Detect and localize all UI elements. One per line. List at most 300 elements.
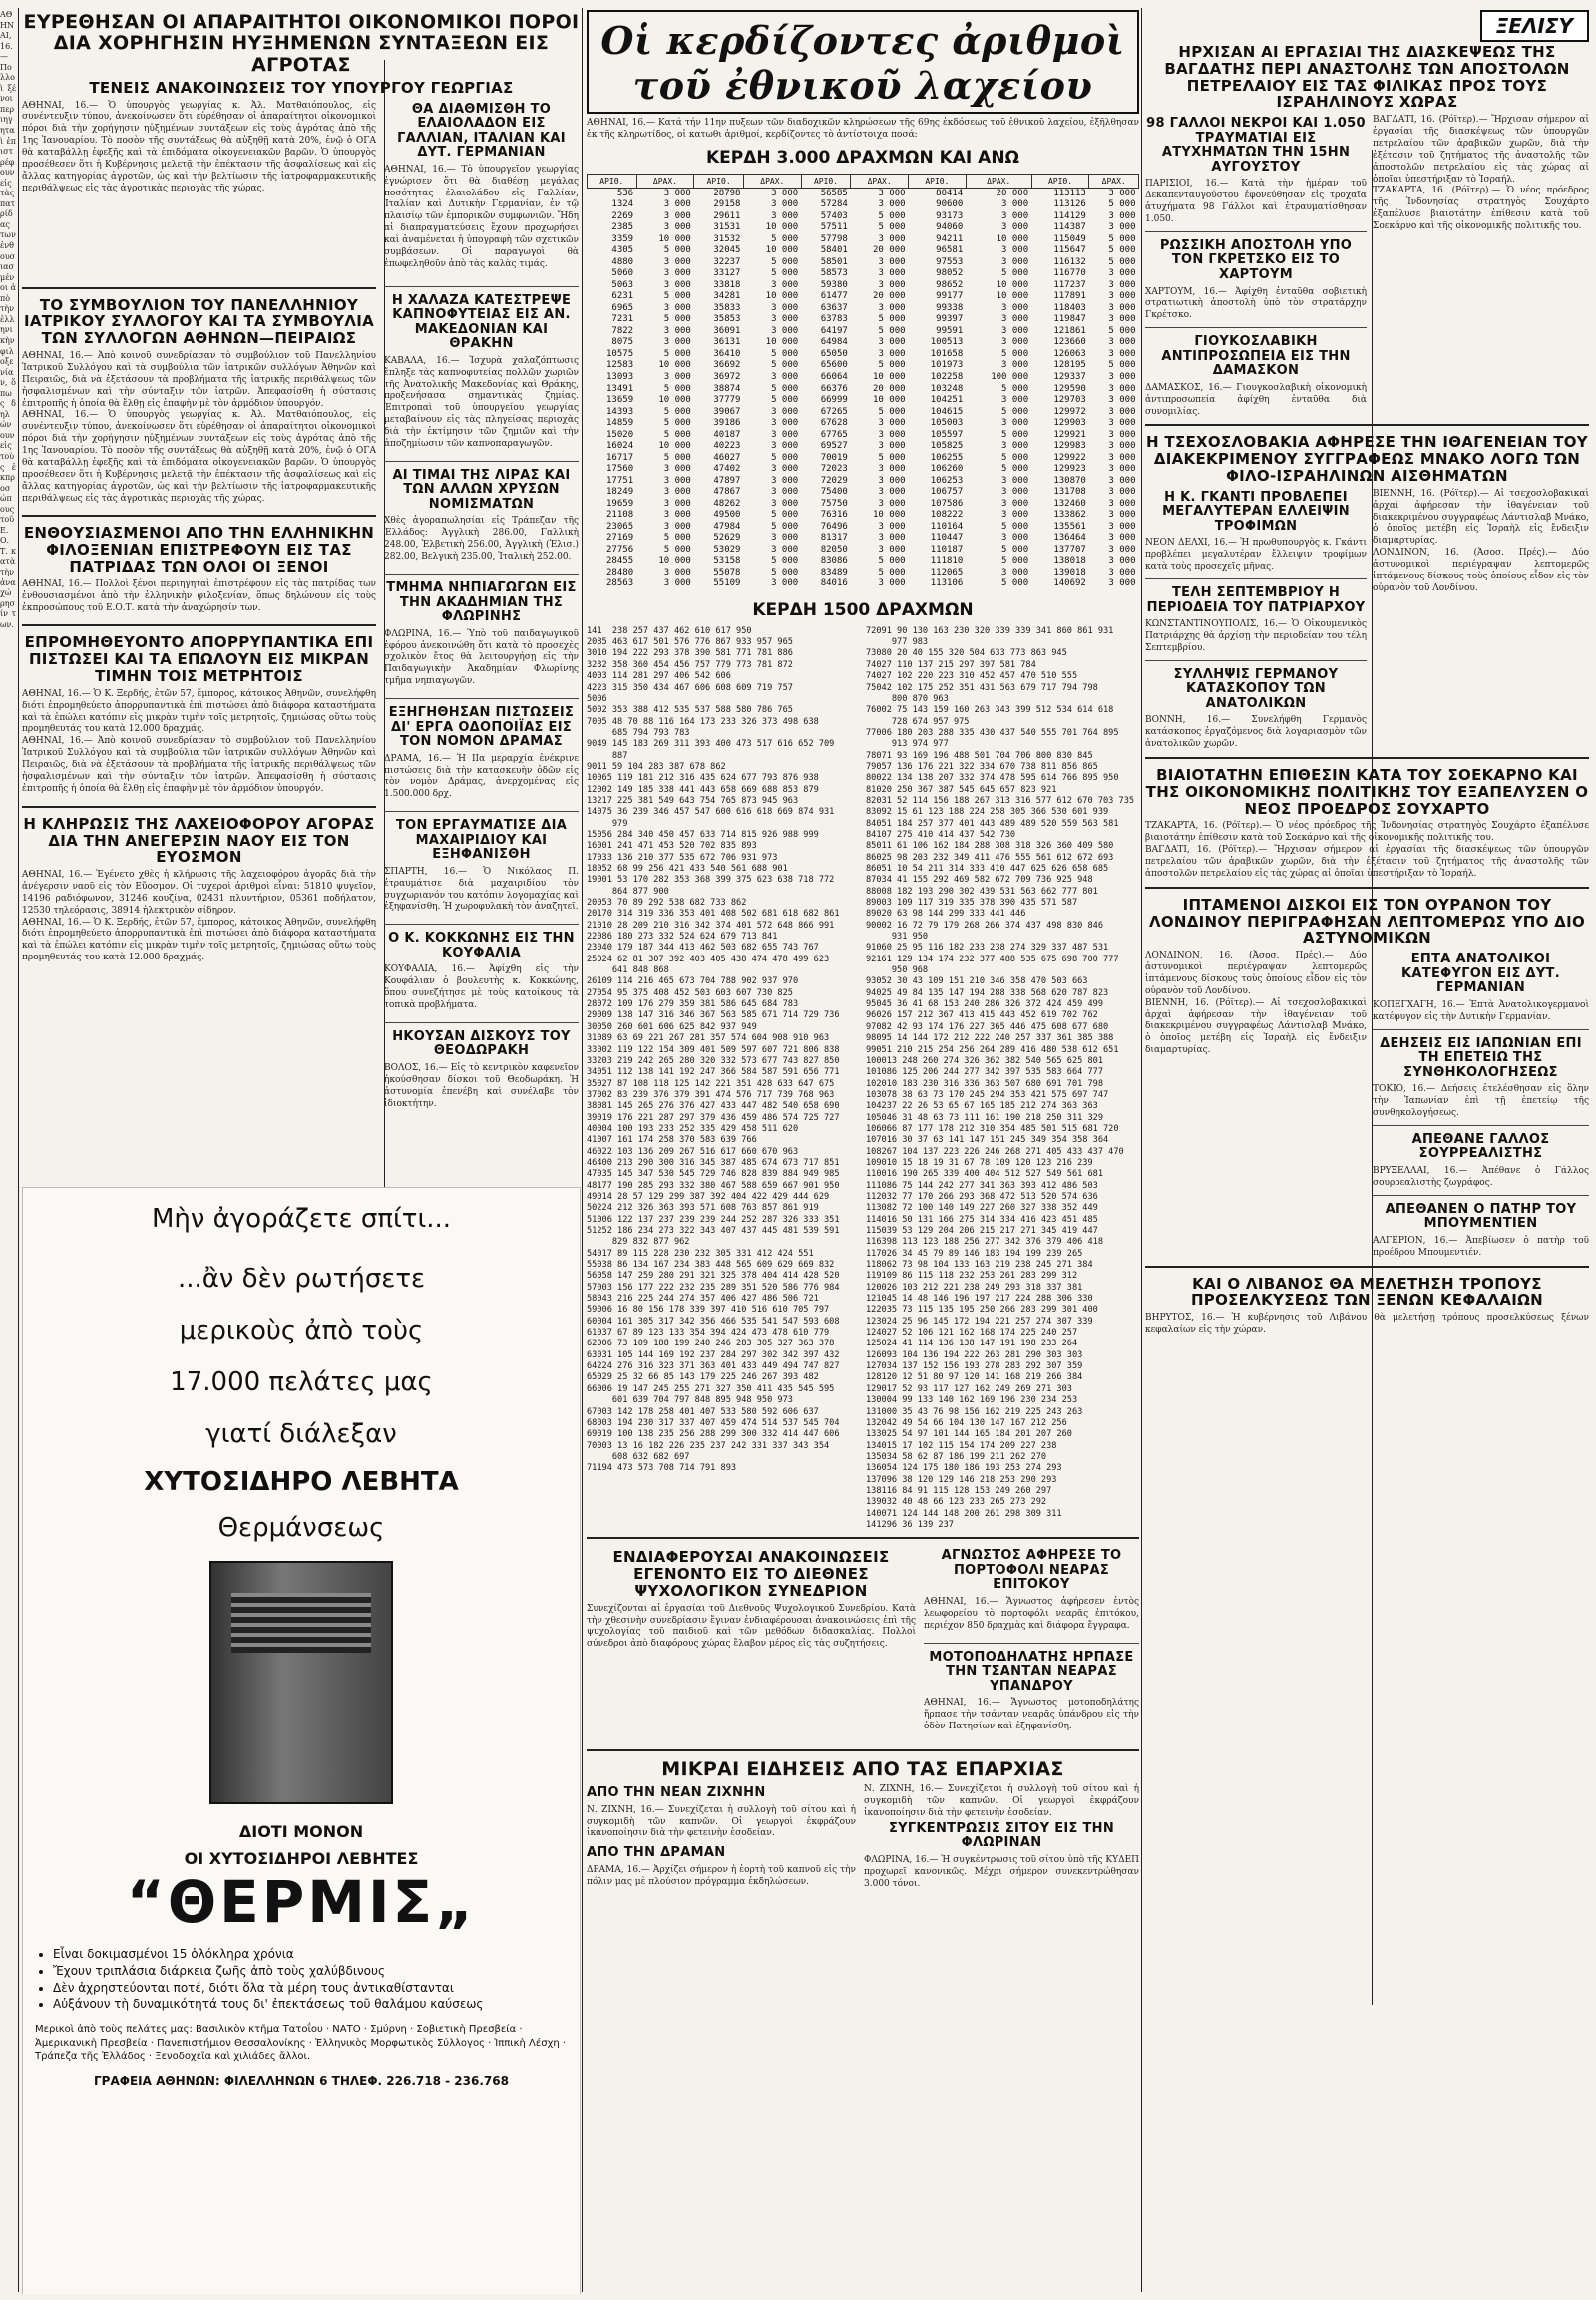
table-cell: 20 000 (873, 383, 906, 394)
table-cell: 67765 (820, 429, 848, 440)
table-cell: 5 000 (771, 452, 799, 463)
table-cell: 3 000 (1108, 544, 1136, 555)
table-cell: 106757 (930, 487, 964, 498)
table-cell: 3 000 (1108, 521, 1136, 532)
table-cell: 129337 (1053, 372, 1086, 382)
table-cell: 47897 (713, 475, 741, 486)
article-gold (384, 469, 579, 564)
table-cell: 33818 (713, 279, 741, 290)
table-cell: 47867 (713, 487, 741, 498)
table-cell: 36410 (713, 348, 741, 359)
table-cell: 55078 (713, 567, 741, 577)
ad-bullets: • Εἶναι δοκιμασμένοι 15 ὁλόκληρα χρόνια • Ἔχουν τριπλάσια διάρκεια ζωῆς ἀπὸ τοὺς χαλύβδινους • Δὲν ἀχρηστεύονται ποτέ, διότι ὅλα τὰ μέρη τους ἀντικαθίστανται • Αὐξάνουν τὴ δυναμικότητά τους δι' ἐπεκτάσεως τοῦ θαλάμου καύσεως (53, 1946, 568, 2013)
lottery-subtitle: ΚΕΡΔΗ 3.000 ΔΡΑΧΜΩΝ ΚΑΙ ΑΝΩ (705, 147, 1020, 168)
column-header: ΔΡΑΧ. (966, 174, 1031, 188)
table-cell: 38874 (713, 383, 741, 394)
table-cell: 3 000 (771, 441, 799, 452)
article-body: ΒΗΡΥΤΟΣ, 16.— Ἡ κυβέρνησις τοῦ Λιβάνου θὰ μελετήσῃ τρόπους προσελκύσεως ξένων κεφαλαίων εἰς τὴν χώραν. (1145, 1313, 1589, 1336)
table-cell: 139018 (1053, 567, 1086, 577)
table-cell: 3 000 (663, 487, 691, 498)
table-row (588, 487, 1139, 499)
table-cell: 3 000 (1108, 487, 1136, 498)
article-congress (587, 1549, 916, 1651)
table-cell: 129983 (1053, 441, 1086, 452)
article-body: ΝΕΟΝ ΔΕΛΧΙ, 16.— Ἡ πρωθυπουργὸς κ. Γκάντι προβλέπει μεγαλυτέραν ἔλλειψιν τροφίμων κατὰ τοὺς προσεχεῖς μῆνας. (1145, 538, 1367, 573)
table-cell: 3 000 (663, 521, 691, 532)
table-cell: 10 000 (996, 291, 1029, 302)
table-cell: 6965 (611, 302, 634, 313)
table-cell: 104615 (930, 406, 964, 417)
article-body: Ν. ΖΙΧΝΗ, 16.— Συνεχίζεται ἡ συλλογὴ τοῦ σίτου καὶ ἡ συγκομιδὴ τῶν καπνῶν. Οἱ γεωργοὶ ἐκφράζουν ἱκανοποίησιν διὰ τὴν φετεινὴν ἐσοδείαν. (587, 1804, 856, 1839)
headline: Η ΚΛΗΡΩΣΙΣ ΤΗΣ ΛΑΧΕΙΟΦΟΡΟΥ ΑΓΟΡΑΣ ΔΙΑ ΤΗΝ ΑΝΕΓΕΡΣΙΝ ΝΑΟΥ ΕΙΣ ΤΟΝ ΕΥΟΣΜΟΝ (23, 814, 375, 867)
table-cell: 3 000 (1108, 578, 1136, 589)
table-cell: 16717 (606, 452, 634, 463)
table-cell: 4880 (611, 256, 634, 267)
table-cell: 3 000 (1108, 429, 1136, 440)
table-cell: 5 000 (771, 256, 799, 267)
table-cell: 3 000 (1108, 406, 1136, 417)
table-cell: 7231 (611, 314, 634, 325)
article-body: ΔΑΜΑΣΚΟΣ, 16.— Γιουγκοσλαβικὴ οἰκονομικὴ ἀντιπροσωπεία ἀφίχθη ἐνταῦθα διὰ συνομιλίας. (1145, 382, 1367, 417)
table-cell: 5 000 (771, 233, 799, 244)
article-body: ΤΖΑΚΑΡΤΑ, 16. (Ρόϊτερ).— Ὁ νέος πρόεδρος τῆς Ἰνδονησίας στρατηγὸς Σουχάρτο ἐξαπέλυσε βιαιοτάτην ἐπίθεσιν κατὰ τοῦ Σοεκάρνο καὶ τῆς οἰκονομικῆς πολιτικῆς του. (1373, 186, 1589, 232)
article-hail (384, 294, 579, 451)
table-cell: 3 000 (663, 325, 691, 336)
table-cell: 58501 (820, 256, 848, 267)
table-cell: 3 000 (1001, 360, 1029, 371)
table-cell: 3 000 (878, 279, 906, 290)
table-cell: 105003 (930, 418, 964, 429)
table-cell: 3 000 (1108, 268, 1136, 279)
table-cell: 5 000 (771, 383, 799, 394)
table-cell: 130870 (1053, 475, 1086, 486)
table-cell: 10 000 (873, 395, 906, 406)
cut-strip (0, 10, 16, 2294)
headline: ΕΥΡΕΘΗΣΑΝ ΟΙ ΑΠΑΡΑΙΤΗΤΟΙ ΟΙΚΟΝΟΜΙΚΟΙ ΠΟΡΟΙ ΔΙΑ ΧΟΡΗΓΗΣΙΝ ΗΥΞΗΜΕΝΩΝ ΣΥΝΤΑΞΕΩΝ ΕΙΣ ΑΓΡΟΤΑΣ (23, 11, 580, 76)
table-cell: 90600 (936, 199, 964, 210)
table-row (588, 556, 1139, 568)
table-cell: 3 000 (663, 188, 691, 198)
table-cell: 105825 (930, 441, 964, 452)
column-rule (582, 8, 583, 2292)
table-cell: 35853 (713, 314, 741, 325)
table-cell: 72029 (820, 475, 848, 486)
table-cell: 104251 (930, 395, 964, 406)
table-cell: 3 000 (771, 498, 799, 509)
table-cell: 3 000 (1001, 498, 1029, 509)
table-cell: 3 000 (1108, 314, 1136, 325)
article-body: ΒΡΥΞΕΛΛΑΙ, 16.— Ἀπέθανε ὁ Γάλλος σουρρεαλιστὴς ζωγράφος. (1373, 1165, 1589, 1188)
article-body: ΒΟΝΝΗ, 16.— Συνελήφθη Γερμανὸς κατάσκοπος ἐργαζόμενος διὰ λογαριασμὸν τῶν ἀνατολικῶν χωρῶν. (1145, 715, 1367, 750)
article-body: ΒΙΕΝΝΗ, 16. (Ρόϊτερ).— Αἱ τσεχοσλοβακικαὶ ἀρχαὶ ἀφήρεσαν τὴν ἰθαγένειαν τοῦ διακεκριμένου συγγραφέως Λάντισλαβ Μνάκο, ὁ ὁποῖος μετέβη εἰς Ἰσραὴλ εἰς ἔνδειξιν διαμαρτυρίας. (1145, 997, 1367, 1056)
lottery-subtitle: ΚΕΡΔΗ 1500 ΔΡΑΧΜΩΝ (752, 599, 974, 620)
table-cell: 82050 (820, 544, 848, 555)
ad-clients: Μερικοὶ ἀπὸ τοὺς πελάτες μας: Βασιλικὸν κτῆμα Τατοΐου · ΝΑΤΟ · Σμύρνη · Σοβιετικὴ Πρεσβεία · Ἀμερικανικὴ Πρεσβεία · Πανεπιστήμιον Θεσσαλονίκης · Ἑλληνικὸς Μορφωτικὸς Σύλλογος · Ἱππικὴ Λέσχη · Τράπεζα τῆς Ἑλλάδος · Ξενοδοχεῖα καὶ χιλιάδες ἄλλοι. (35, 2024, 567, 2063)
table-cell: 5 000 (878, 325, 906, 336)
table-row (588, 441, 1139, 453)
table-cell: 3 000 (1108, 452, 1136, 463)
table-cell: 3 000 (771, 279, 799, 290)
table-cell: 3 000 (771, 429, 799, 440)
table-cell: 31532 (713, 233, 741, 244)
article-body: ΑΘΗΝΑΙ, 16.— Ὁ ὑπουργὸς γεωργίας κ. Ἀλ. Ματθαιόπουλος, εἰς συνέντευξιν τύπου, ἀνεκοίνωσεν ὅτι εὑρέθησαν οἱ ἀπαραίτητοι οἰκονομικοὶ πόροι διὰ τὴν χορήγησιν ηὐξημένων συντάξεων εἰς τοὺς ἀγρότας ἀπὸ τῆς 1ης Ἰανουαρίου. Τὸ ποσὸν τῆς συντάξεως θὰ αὐξηθῇ κατὰ 20%, ἐνῷ ὁ ΟΓΑ θὰ καταβάλλῃ ἐφεξῆς καὶ τὰ ἐπιδόματα οἰκογενειακῶν βαρῶν. Ὁ ὑπουργὸς προσέθεσεν ὅτι ἡ Κυβέρνησις μελετᾷ τὴν ἐπέκτασιν τῆς ἀσφαλίσεως καὶ εἰς ἄλλας κατηγορίας ἀγροτῶν, ὡς καὶ τὴν βελτίωσιν τῆς ἰατροφαρμακευτικῆς περιθάλψεως εἰς τὰς ἀγροτικὰς περιοχὰς τῆς χώρας. (22, 410, 376, 504)
article-body: ΑΘΗΝΑΙ, 16.— Ὁ Κ. Ξερδής, ἐτῶν 57, ἔμπορος, κάτοικος Ἀθηνῶν, συνελήφθη διότι ἐπρομηθεύετο ἀπορρυπαντικὰ ἐπὶ πιστώσει ἀπὸ διάφορα καταστήματα καὶ τὰ ἐπώλει κατόπιν εἰς μικρὰν τιμὴν τοῖς μετρητοῖς, ζημιώσας οὕτω τοὺς προμηθευτάς του κατὰ 12.000 δραχμάς. (22, 917, 376, 963)
table-cell: 5 000 (663, 406, 691, 417)
right-column (1145, 10, 1589, 2294)
table-cell: 101658 (930, 348, 964, 359)
table-cell: 10 000 (996, 279, 1029, 290)
table-cell: 129903 (1053, 418, 1086, 429)
table-cell: 5 000 (771, 348, 799, 359)
table-cell: 3 000 (1108, 475, 1136, 486)
table-row (588, 499, 1139, 511)
table-cell: 3 000 (771, 188, 799, 198)
table-cell: 129972 (1053, 406, 1086, 417)
table-cell: 3 000 (771, 325, 799, 336)
table-cell: 126063 (1053, 348, 1086, 359)
table-cell: 3 000 (878, 533, 906, 544)
headline: Η ΤΣΕΧΟΣΛΟΒΑΚΙΑ ΑΦΗΡΕΣΕ ΤΗΝ ΙΘΑΓΕΝΕΙΑΝ ΤΟΥ ΔΙΑΚΕΚΡΙΜΕΝΟΥ ΣΥΓΓΡΑΦΕΩΣ ΜΝΑΚΟ ΛΟΓΩ ΤΩΝ ΦΙΛΟ-ΙΣΡΑΗΛΙΝΩΝ ΑΙΣΘΗΜΑΤΩΝ (1146, 433, 1588, 485)
table-cell: 5 000 (878, 567, 906, 577)
table-cell: 14859 (606, 418, 634, 429)
article-roads (384, 706, 579, 801)
headline: ΘΑ ΔΙΑΘΜΙΣΘΗ ΤΟ ΕΛΑΙΟΛΑΔΟΝ ΕΙΣ ΓΑΛΛΙΑΝ, ΙΤΑΛΙΑΝ ΚΑΙ ΔΥΤ. ΓΕΡΜΑΝΙΑΝ (397, 101, 566, 161)
table-cell: 536 (616, 188, 634, 198)
table-cell: 3 000 (1108, 302, 1136, 313)
article-body: ΠΑΡΙΣΙΟΙ, 16.— Κατὰ τὴν ἡμέραν τοῦ Δεκαπενταυγούστου ἐφονεύθησαν εἰς τροχαῖα ἀτυχήματα 98 Γάλλοι καὶ ἐτραυματίσθησαν 1.050. (1145, 179, 1367, 224)
table-cell: 58573 (820, 268, 848, 279)
table-row (588, 453, 1139, 465)
table-cell: 119847 (1053, 314, 1086, 325)
table-cell: 5 000 (771, 556, 799, 567)
headline: ΕΠΡΟΜΗΘΕΥΟΝΤΟ ΑΠΟΡΡΥΠΑΝΤΙΚΑ ΕΠΙ ΠΙΣΤΩΣΕΙ ΚΑΙ ΤΑ ΕΠΩΛΟΥΝ ΕΙΣ ΜΙΚΡΑΝ ΤΙΜΗΝ ΤΟΙΣ ΜΕΤΡΗΤΟΙΣ (24, 633, 374, 686)
headline: 98 ΓΑΛΛΟΙ ΝΕΚΡΟΙ ΚΑΙ 1.050 ΤΡΑΥΜΑΤΙΑΙ ΕΙΣ ΑΤΥΧΗΜΑΤΩΝ ΤΗΝ 15ΗΝ ΑΥΓΟΥΣΤΟΥ (1146, 116, 1366, 175)
column-header: ΔΡΑΧ. (743, 174, 801, 188)
table-cell: 129922 (1053, 452, 1086, 463)
table-cell: 10 000 (658, 395, 691, 406)
table-cell: 116770 (1053, 268, 1086, 279)
article-knife (384, 819, 579, 914)
table-cell: 27756 (606, 544, 634, 555)
headline: ΙΠΤΑΜΕΝΟΙ ΔΙΣΚΟΙ ΕΙΣ ΤΟΝ ΟΥΡΑΝΟΝ ΤΟΥ ΛΟΝΔΙΝΟΥ ΠΕΡΙΓΡΑΦΗΣΑΝ ΛΕΠΤΟΜΕΡΩΣ ΥΠΟ ΔΙΟ ΑΣΤΥΝΟΜΙΚΩΝ (1148, 895, 1586, 948)
table-row (588, 395, 1139, 407)
table-cell: 16024 (606, 441, 634, 452)
table-cell: 123660 (1053, 337, 1086, 348)
table-cell: 3 000 (1001, 395, 1029, 406)
table-cell: 67628 (820, 418, 848, 429)
article-body: ΒΑΓΔΑΤΙ, 16. (Ρόϊτερ).— Ἤρχισαν σήμερον αἱ ἐργασίαι τῆς διασκέψεως τῶν ὑπουργῶν πετρελαίου τῶν ἀραβικῶν χωρῶν, διὰ τὴν ἐξέτασιν τοῦ ζητήματος τῆς ἀναστολῆς τῶν ἀποστολῶν πετρελαίου εἰς τὰς χώρας αἱ ὁποῖαι ὑπεστήριξαν τὸ Ἰσραήλ. (1373, 115, 1589, 185)
table-cell: 36091 (713, 325, 741, 336)
headline: ΔΕΗΣΕΙΣ ΕΙΣ ΙΑΠΩΝΙΑΝ ΕΠΙ ΤΗ ΕΠΕΤΕΙΩ ΤΗΣ ΣΥΝΘΗΚΟΛΟΓΗΣΕΩΣ (1380, 1035, 1582, 1080)
table-row (588, 303, 1139, 315)
table-cell: 3 000 (1001, 487, 1029, 498)
article-detergents (22, 634, 376, 795)
table-cell: 3 000 (663, 567, 691, 577)
table-cell: 10 000 (765, 337, 799, 348)
table-cell: 5 000 (878, 360, 906, 371)
column-header: ΑΡΙΘ. (1031, 174, 1089, 188)
headline: ΑΠΕΘΑΝΕΝ Ο ΠΑΤΗΡ ΤΟΥ ΜΠΟΥΜΕΝΤΙΕΝ (1385, 1201, 1577, 1232)
table-cell: 99591 (936, 325, 964, 336)
table-cell: 101973 (930, 360, 964, 371)
article-body: ΦΛΩΡΙΝΑ, 16.— Ἡ συγκέντρωσις τοῦ σίτου ὑπὸ τῆς ΚΥΔΕΠ προχωρεῖ κανονικῶς. Μέχρι σήμερον συνεκεντρώθησαν 3.000 τόνοι. (864, 1854, 1139, 1889)
table-cell: 28455 (606, 556, 634, 567)
table-cell: 5 000 (1108, 199, 1136, 210)
article-bag (924, 1651, 1139, 1733)
table-cell: 13093 (606, 372, 634, 382)
ad-line: Μὴν ἀγοράζετε σπίτι... (151, 1204, 452, 1234)
table-cell: 3 000 (1001, 325, 1029, 336)
table-cell: 17560 (606, 464, 634, 475)
table-cell: 5 000 (1001, 268, 1029, 279)
table-cell: 3 000 (878, 188, 906, 198)
table-cell: 114129 (1053, 210, 1086, 221)
table-cell: 106255 (930, 452, 964, 463)
table-cell: 67265 (820, 406, 848, 417)
table-cell: 5 000 (1001, 452, 1029, 463)
headline: ΕΠΤΑ ΑΝΑΤΟΛΙΚΟΙ ΚΑΤΕΦΥΓΟΝ ΕΙΣ ΔΥΤ. ΓΕΡΜΑΝΙΑΝ (1401, 952, 1560, 996)
headline: ΕΝΘΟΥΣΙΑΣΜΕΝΟΙ ΑΠΟ ΤΗΝ ΕΛΛΗΝΙΚΗΝ ΦΙΛΟΞΕΝΙΑΝ ΕΠΙΣΤΡΕΦΟΥΝ ΕΙΣ ΤΑΣ ΠΑΤΡΙΔΑΣ ΤΩΝ ΟΛΟΙ ΟΙ ΞΕΝΟΙ (23, 524, 375, 576)
table-cell: 3 000 (1108, 510, 1136, 521)
table-cell: 83086 (820, 556, 848, 567)
table-cell: 3 000 (1001, 337, 1029, 348)
headline: ΕΞΗΓΗΘΗΣΑΝ ΠΙΣΤΩΣΕΙΣ ΔΙ' ΕΡΓΑ ΟΔΟΠΟΙΪΑΣ ΕΙΣ ΤΟΝ ΝΟΜΟΝ ΔΡΑΜΑΣ (388, 705, 575, 750)
table-cell: 3 000 (1108, 441, 1136, 452)
table-cell: 3 000 (878, 464, 906, 475)
table-cell: 10 000 (765, 291, 799, 302)
table-cell: 3 000 (1001, 222, 1029, 233)
table-cell: 55109 (713, 578, 741, 589)
headline: ΤΜΗΜΑ ΝΗΠΙΑΓΩΓΩΝ ΕΙΣ ΤΗΝ ΑΚΑΔΗΜΙΑΝ ΤΗΣ ΦΛΩΡΙΝΗΣ (386, 579, 577, 625)
table-cell: 5 000 (771, 268, 799, 279)
headline: ΣΥΓΚΕΝΤΡΩΣΙΣ ΣΙΤΟΥ ΕΙΣ ΤΗΝ ΦΛΩΡΙΝΑΝ (888, 1820, 1115, 1851)
table-cell: 5 000 (1001, 348, 1029, 359)
headline: ΤΕΛΗ ΣΕΠΤΕΜΒΡΙΟΥ Η ΠΕΡΙΟΔΕΙΑ ΤΟΥ ΠΑΤΡΙΑΡΧΟΥ (1146, 585, 1366, 615)
table-cell: 5 000 (1001, 429, 1029, 440)
table-cell: 49500 (713, 510, 741, 521)
table-row (588, 533, 1139, 545)
table-cell: 20 000 (996, 188, 1029, 198)
table-cell: 113126 (1053, 199, 1086, 210)
article-body: ΑΘΗΝΑΙ, 16.— Πολλοὶ ξένοι περιηγηταὶ ἐπιστρέφουν εἰς τὰς πατρίδας των ἐνθουσιασμένοι ἀπὸ τὴν ἑλληνικὴν φιλοξενίαν, ὅπως δηλώνουν εἰς τοὺς ἐκπροσώπους τοῦ Ε.Ο.Τ. κατὰ τὴν ἀναχώρησίν των. (22, 578, 376, 613)
table-cell: 3 000 (1108, 395, 1136, 406)
table-cell: 138018 (1053, 556, 1086, 567)
table-row (588, 372, 1139, 384)
table-cell: 117237 (1053, 279, 1086, 290)
table-cell: 84016 (820, 578, 848, 589)
table-cell: 75750 (820, 498, 848, 509)
table-cell: 10 000 (873, 372, 906, 382)
table-cell: 128195 (1053, 360, 1086, 371)
article-body: ΚΟΠΕΓΧΑΓΗ, 16.— Ἑπτὰ Ἀνατολικογερμανοὶ κατέφυγον εἰς τὴν Δυτικὴν Γερμανίαν. (1373, 999, 1589, 1022)
table-cell: 20 000 (873, 291, 906, 302)
table-cell: 110447 (930, 533, 964, 544)
table-cell: 35833 (713, 302, 741, 313)
table-cell: 133862 (1053, 510, 1086, 521)
table-cell: 5 000 (1001, 578, 1029, 589)
table-cell: 5063 (611, 279, 634, 290)
table-cell: 3 000 (1001, 510, 1029, 521)
table-cell: 64984 (820, 337, 848, 348)
table-cell: 3 000 (1001, 475, 1029, 486)
headline: ΤΟ ΣΥΜΒΟΥΛΙΟΝ ΤΟΥ ΠΑΝΕΛΛΗΝΙΟΥ ΙΑΤΡΙΚΟΥ ΣΥΛΛΟΓΟΥ ΚΑΙ ΤΑ ΣΥΜΒΟΥΛΙΑ ΤΩΝ ΣΥΛΛΟΓΩΝ ΑΘΗΝΩΝ—ΠΕΙΡΑΙΩΣ (23, 295, 375, 348)
table-cell: 112065 (930, 567, 964, 577)
table-row (588, 222, 1139, 234)
headline: ΑΠΟ ΤΗΝ ΔΡΑΜΑΝ (587, 1845, 726, 1861)
table-cell: 13659 (606, 395, 634, 406)
table-row (588, 314, 1139, 326)
column-rule (1141, 8, 1142, 2292)
table-cell: 40187 (713, 429, 741, 440)
table-cell: 99397 (936, 314, 964, 325)
table-cell: 116132 (1053, 256, 1086, 267)
table-cell: 19659 (606, 498, 634, 509)
table-cell: 63783 (820, 314, 848, 325)
table-cell: 3 000 (878, 302, 906, 313)
table-cell: 3 000 (1001, 210, 1029, 221)
table-cell: 80414 (936, 188, 964, 198)
table-row (588, 199, 1139, 211)
table-cell: 12583 (606, 360, 634, 371)
table-cell: 3 000 (663, 475, 691, 486)
boiler-advertisement (22, 1187, 581, 2294)
lottery-intro: ΑΘΗΝΑΙ, 16.— Κατά τήν 11ην πυξεων τῶν διαδοχικῶν κληρώσεων τῆς 69ης ἐκδόσεως τοῦ ἐθνικοῦ λαχείου, ἐξῆλθησαν ἐκ τῆς κληρωτίδος, οἱ κατωθι ἀριθμοί, κερδίζοντες τὸ ἀντίστοιχα ποσά: (587, 118, 1139, 140)
table-cell: 7822 (611, 325, 634, 336)
table-cell: 36972 (713, 372, 741, 382)
table-cell: 5 000 (663, 348, 691, 359)
table-cell: 93173 (936, 210, 964, 221)
table-cell: 3 000 (1108, 418, 1136, 429)
table-cell: 98652 (936, 279, 964, 290)
headline: ΗΚΟΥΣΑΝ ΔΙΣΚΟΥΣ ΤΟΥ ΘΕΟΔΩΡΑΚΗ (392, 1028, 571, 1059)
table-cell: 3 000 (1108, 556, 1136, 567)
headline: Ο Κ. ΚΟΚΚΩΝΗΣ ΕΙΣ ΤΗΝ ΚΟΥΦΑΛΙΑ (388, 931, 575, 960)
article-body: ΚΑΒΑΛΑ, 16.— Ἰσχυρὰ χαλαζόπτωσις ἔπληξε τὰς καπνοφυτείας πολλῶν χωριῶν τῆς Ἀνατολικῆς Μακεδονίας καὶ Θράκης, προξενήσασα σημαντικὰς ζημίας. Ἐπιτροπαὶ τοῦ ὑπουργείου γεωργίας μεταβαίνουν εἰς τὰς πληγείσας περιοχὰς διὰ τὴν ἐκτίμησιν τῶν ζημιῶν καὶ τὴν ἀποζημίωσιν τῶν καπνοπαραγωγῶν. (384, 355, 579, 449)
left-column (22, 10, 581, 2294)
table-cell: 99177 (936, 291, 964, 302)
table-cell: 5 000 (663, 429, 691, 440)
table-cell: 3 000 (663, 510, 691, 521)
table-cell: 3359 (611, 233, 634, 244)
table-cell: 3 000 (1001, 441, 1029, 452)
article-body: Χθὲς ἀγοραπωλησίαι εἰς Τράπεζαν τῆς Ἑλλάδος: Ἀγγλικὴ 286.00, Γαλλικὴ 248.00, Ἐλβετικὴ 256.00, Ἀγγλικὴ (Ἐλισ.) 282.00, Βελγικὴ 235.00, Ἰταλικὴ 252.00. (384, 516, 579, 563)
ad-line: ΔΙΟΤΙ ΜΟΝΟΝ (238, 1822, 364, 1841)
table-cell: 3 000 (1001, 256, 1029, 267)
table-cell: 106260 (930, 464, 964, 475)
table-cell: 3 000 (878, 268, 906, 279)
table-cell: 110164 (930, 521, 964, 532)
table-cell: 96581 (936, 245, 964, 256)
table-row (588, 291, 1139, 303)
table-cell: 3 000 (878, 487, 906, 498)
table-cell: 137707 (1053, 544, 1086, 555)
table-cell: 47984 (713, 521, 741, 532)
table-cell: 3 000 (663, 210, 691, 221)
table-cell: 3 000 (878, 578, 906, 589)
table-row (588, 510, 1139, 522)
table-cell: 94211 (936, 233, 964, 244)
table-cell: 3 000 (663, 279, 691, 290)
article-body: ΒΟΛΟΣ, 16.— Εἰς τὸ κεντρικὸν καφενεῖον ἠκούσθησαν δίσκοι τοῦ Θεοδωράκη. Ἡ ἀστυνομία ἐπενέβη καὶ συνέλαβε τὸν ἰδιοκτήτην. (384, 1062, 579, 1109)
headline: ΗΡΧΙΣΑΝ ΑΙ ΕΡΓΑΣΙΑΙ ΤΗΣ ΔΙΑΣΚΕΨΕΩΣ ΤΗΣ ΒΑΓΔΑΤΗΣ ΠΕΡΙ ΑΝΑΣΤΟΛΗΣ ΤΩΝ ΑΠΟΣΤΟΛΩΝ ΠΕΤΡΕΛΑΙΟΥ ΕΙΣ ΤΑΣ ΦΙΛΙΚΑΣ ΠΡΟΣ ΤΟΥΣ ΙΣΡΑΗΛΙΝΟΥΣ ΧΩΡΑΣ (1164, 43, 1570, 112)
table-cell: 3 000 (1108, 348, 1136, 359)
table-cell: 2385 (611, 222, 634, 233)
table-cell: 63637 (820, 302, 848, 313)
table-cell: 136464 (1053, 533, 1086, 544)
table-row (588, 188, 1139, 199)
article-body: ΣΠΑΡΤΗ, 16.— Ὁ Νικόλαος Π. ἐτραυμάτισε διὰ μαχαιριδίου τὸν συγχωριανόν του κατόπιν λογομαχίας καὶ ἐξηφανίσθη. Ἡ χωροφυλακὴ τὸν ἀναζητεῖ. (384, 866, 579, 913)
table-cell: 3 000 (1108, 210, 1136, 221)
ad-brand: “ΘΕΡΜΙΣ„ (126, 1868, 477, 1936)
table-cell: 5 000 (1108, 245, 1136, 256)
ad-line: μερικοὺς ἀπὸ τοὺς (179, 1316, 424, 1345)
table-row (588, 360, 1139, 372)
article-body: ΑΘΗΝΑΙ, 16.— Ὁ ὑπουργὸς γεωργίας κ. Ἀλ. Ματθαιόπουλος, εἰς συνέντευξιν τύπου, ἀνεκοίνωσεν ὅτι εὑρέθησαν οἱ ἀπαραίτητοι οἰκονομικοὶ πόροι διὰ τὴν χορήγησιν ηὐξημένων συντάξεων εἰς τοὺς ἀγρότας ἀπὸ τῆς 1ης Ἰανουαρίου. Τὸ ποσὸν τῆς συντάξεως θὰ αὐξηθῇ κατὰ 20%, ἐνῷ ὁ ΟΓΑ θὰ καταβάλλῃ ἐφεξῆς καὶ τὰ ἐπιδόματα οἰκογενειακῶν βαρῶν. Ὁ ὑπουργὸς προσέθεσεν ὅτι ἡ Κυβέρνησις μελετᾷ τὴν ἐπέκτασιν τῆς ἀσφαλίσεως καὶ εἰς ἄλλας κατηγορίας ἀγροτῶν, ὡς καὶ τὴν βελτίωσιν τῆς ἰατροφαρμακευτικῆς περιθάλψεως εἰς τὰς ἀγροτικὰς περιοχὰς τῆς χώρας. (22, 100, 376, 193)
table-cell: 3 000 (878, 256, 906, 267)
table-cell: 4305 (611, 245, 634, 256)
table-cell: 115049 (1053, 233, 1086, 244)
article-body: ΛΟΝΔΙΝΟΝ, 16. (Ἀσοσ. Πρές).— Δύο ἀστυνομικοὶ περιέγραψαν λεπτομερῶς ἱπτάμενους δίσκους τοὺς ὁποίους εἶδον εἰς τὸν οὐρανὸν τοῦ Λονδίνου. (1145, 951, 1367, 996)
table-cell: 10 000 (658, 233, 691, 244)
table-row (588, 326, 1139, 338)
article-body: ΤΖΑΚΑΡΤΑ, 16. (Ρόϊτερ).— Ὁ νέος πρόεδρος τῆς Ἰνδονησίας στρατηγὸς Σουχάρτο ἐξαπέλυσε βιαιοτάτην ἐπίθεσιν κατὰ τοῦ Σοεκάρνο καὶ τῆς οἰκονομικῆς πολιτικῆς του. (1145, 821, 1589, 844)
table-cell: 5 000 (771, 567, 799, 577)
column-header: ΔΡΑΧ. (636, 174, 694, 188)
table-cell: 132460 (1053, 498, 1086, 509)
article-pensions (22, 12, 581, 271)
column-header: ΑΡΙΘ. (801, 174, 851, 188)
table-row (588, 464, 1139, 476)
article-body: ΔΡΑΜΑ, 16.— Ἀρχίζει σήμερον ἡ ἑορτὴ τοῦ καπνοῦ εἰς τὴν πόλιν μας μὲ πλούσιον πρόγραμμα ἐκδηλώσεων. (587, 1864, 856, 1887)
table-cell: 114387 (1053, 222, 1086, 233)
column-header: ΑΡΙΘ. (588, 174, 637, 188)
table-cell: 99338 (936, 302, 964, 313)
table-cell: 29158 (713, 199, 741, 210)
table-cell: 65050 (820, 348, 848, 359)
table-cell: 1324 (611, 199, 634, 210)
table-cell: 3 000 (1108, 498, 1136, 509)
column-header: ΑΡΙΘ. (909, 174, 967, 188)
table-cell: 3 000 (1108, 372, 1136, 382)
table-cell: 102258 (930, 372, 964, 382)
table-cell: 5 000 (878, 210, 906, 221)
article-wallet (924, 1549, 1139, 1632)
table-cell: 5 000 (663, 245, 691, 256)
table-cell: 28563 (606, 578, 634, 589)
table-cell: 10 000 (658, 556, 691, 567)
column-rule (18, 8, 19, 2292)
table-cell: 3 000 (1001, 302, 1029, 313)
table-cell: 76496 (820, 521, 848, 532)
table-cell: 129590 (1053, 383, 1086, 394)
table-cell: 5 000 (771, 395, 799, 406)
table-cell: 8075 (611, 337, 634, 348)
article-body: Συνεχίζονται αἱ ἐργασίαι τοῦ Διεθνοῦς Ψυχολογικοῦ Συνεδρίου. Κατὰ τὴν χθεσινὴν συνεδρίασιν ἔγιναν ἐνδιαφέρουσαι ἀνακοινώσεις ἐπὶ τῆς ψυχολογίας τοῦ παιδιοῦ καὶ τῶν μεθόδων διδασκαλίας. Πολλοὶ σύνεδροι ἀπὸ διαφόρους χώρας ἔλαβον μέρος εἰς τὰς συζητήσεις. (587, 1603, 916, 1650)
article-body: ΑΛΓΕΡΙΟΝ, 16.— Ἀπεβίωσεν ὁ πατὴρ τοῦ προέδρου Μπουμεντιέν. (1373, 1235, 1589, 1258)
article-body: Ν. ΖΙΧΝΗ, 16.— Συνεχίζεται ἡ συλλογὴ τοῦ σίτου καὶ ἡ συγκομιδὴ τῶν καπνῶν. Οἱ γεωργοὶ ἐκφράζουν ἱκανοποίησιν διὰ τὴν φετεινὴν ἐσοδείαν. (864, 1784, 1139, 1818)
headline: ΑΠΕΘΑΝΕ ΓΑΛΛΟΣ ΣΟΥΡΡΕΑΛΙΣΤΗΣ (1411, 1131, 1550, 1162)
table-cell: 23065 (606, 521, 634, 532)
table-cell: 5060 (611, 268, 634, 279)
table-cell: 5 000 (663, 533, 691, 544)
table-cell: 57284 (820, 199, 848, 210)
article-body: ΑΘΗΝΑΙ, 16.— Τὸ ὑπουργεῖον γεωργίας ἐγνώρισεν ὅτι θὰ διαθέσῃ μεγάλας ποσότητας ἐλαιολάδου εἰς Γαλλίαν, Ἰταλίαν καὶ Δυτικὴν Γερμανίαν, ἐν τῷ πλαισίῳ τῶν ἐμπορικῶν συμφωνιῶν. Ἤδη αἱ διαπραγματεύσεις ἔχουν προχωρήσει καὶ ἀναμένεται ἡ ὑπογραφὴ τῶν σχετικῶν συμβάσεων. Οἱ παραγωγοὶ θὰ ἐπωφεληθοῦν ἀπὸ τὰς καλὰς τιμάς. (384, 164, 579, 269)
table-cell: 2269 (611, 210, 634, 221)
headline: Η ΧΑΛΑΖΑ ΚΑΤΕΣΤΡΕΨΕ ΚΑΠΝΟΦΥΤΕΙΑΣ ΕΙΣ ΑΝ. ΜΑΚΕΔΟΝΙΑΝ ΚΑΙ ΘΡΑΚΗΝ (391, 292, 572, 352)
table-cell: 3 000 (878, 475, 906, 486)
table-cell: 5 000 (771, 360, 799, 371)
table-cell: 106253 (930, 475, 964, 486)
